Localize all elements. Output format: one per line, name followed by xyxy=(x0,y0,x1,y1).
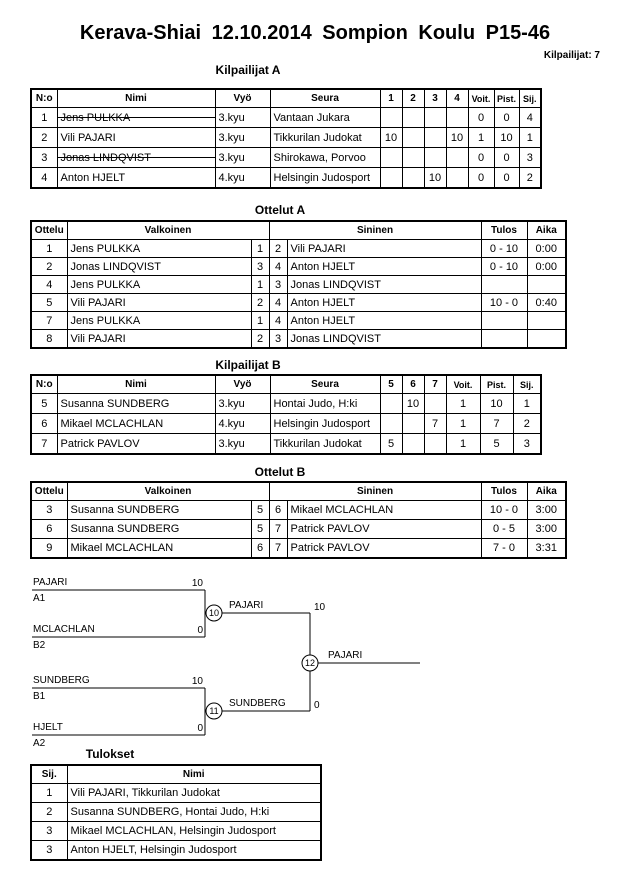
cell-match-no: 2 xyxy=(31,258,67,276)
cell-white-no: 5 xyxy=(251,520,269,539)
cell-belt: 3.kyu xyxy=(215,394,270,414)
cell-time: 3:31 xyxy=(527,539,566,559)
table-row xyxy=(31,240,566,258)
cell-white-name: Susanna SUNDBERG xyxy=(67,501,251,520)
table-header-row xyxy=(31,482,566,501)
cell-match-no: 3 xyxy=(31,501,67,520)
elimination-bracket xyxy=(25,568,445,758)
cell-place: 1 xyxy=(519,128,541,148)
cell-round-7 xyxy=(424,434,446,455)
col-header-place: Sij. xyxy=(31,765,67,784)
cell-round-2 xyxy=(402,108,424,128)
cell-round-1 xyxy=(380,148,402,168)
cell-place: 4 xyxy=(519,108,541,128)
table-row xyxy=(31,501,566,520)
cell-points: 7 xyxy=(480,414,513,434)
cell-blue-no: 4 xyxy=(269,294,287,312)
cell-round-2 xyxy=(402,148,424,168)
cell-wins: 0 xyxy=(468,168,494,189)
col-header-white: Valkoinen xyxy=(67,482,269,501)
cell-place: 3 xyxy=(513,434,541,455)
page-title: Kerava-Shiai 12.10.2014 Sompion Koulu P15-46 xyxy=(79,22,551,44)
cell-round-2 xyxy=(402,128,424,148)
cell-name: Anton HJELT xyxy=(57,168,215,189)
col-header-match: Ottelu xyxy=(31,221,67,240)
bracket-seed: B1 xyxy=(33,691,46,702)
cell-place: 1 xyxy=(513,394,541,414)
cell-blue-name: Jonas LINDQVIST xyxy=(287,276,481,294)
cell-round-1: 10 xyxy=(380,128,402,148)
col-header-round-2: 2 xyxy=(402,89,424,108)
cell-place: 3 xyxy=(519,148,541,168)
table-row xyxy=(31,841,321,861)
cell-time xyxy=(527,330,566,349)
section-heading-tulokset: Tulokset xyxy=(85,747,135,761)
cell-round-7: 7 xyxy=(424,414,446,434)
cell-round-1 xyxy=(380,108,402,128)
table-header-row xyxy=(31,375,541,394)
col-header-result: Tulos xyxy=(481,221,527,240)
col-header-result: Tulos xyxy=(481,482,527,501)
col-header-place: Sij. xyxy=(513,375,541,394)
section-heading-kilpailijat-b: Kilpailijat B xyxy=(215,358,281,372)
cell-round-4 xyxy=(446,148,468,168)
cell-round-7 xyxy=(424,394,446,414)
cell-place: 3 xyxy=(31,841,67,861)
cell-white-name: Susanna SUNDBERG xyxy=(67,520,251,539)
table-ottelut-b xyxy=(30,481,567,559)
bracket-score: 0 xyxy=(197,723,203,734)
table-row xyxy=(31,803,321,822)
cell-match-no: 4 xyxy=(31,276,67,294)
cell-result xyxy=(481,312,527,330)
cell-blue-name: Jonas LINDQVIST xyxy=(287,330,481,349)
cell-place: 2 xyxy=(519,168,541,189)
cell-name: Patrick PAVLOV xyxy=(57,434,215,455)
cell-name: Vili PAJARI xyxy=(57,128,215,148)
cell-round-2 xyxy=(402,168,424,189)
cell-club: Vantaan Jukara xyxy=(270,108,380,128)
cell-result xyxy=(481,276,527,294)
cell-result: 10 - 0 xyxy=(481,501,527,520)
col-header-white: Valkoinen xyxy=(67,221,269,240)
cell-points: 5 xyxy=(480,434,513,455)
bracket-seed: B2 xyxy=(33,640,46,651)
cell-round-4: 10 xyxy=(446,128,468,148)
bracket-winner-name: SUNDBERG xyxy=(229,698,286,709)
col-header-name: Nimi xyxy=(57,375,215,394)
cell-white-name: Vili PAJARI xyxy=(67,330,251,349)
cell-name: Susanna SUNDBERG, Hontai Judo, H:ki xyxy=(67,803,321,822)
cell-round-4 xyxy=(446,108,468,128)
col-header-points: Pist. xyxy=(480,375,513,394)
cell-result: 0 - 5 xyxy=(481,520,527,539)
table-row xyxy=(31,539,566,559)
match-number: 11 xyxy=(209,706,219,716)
cell-wins: 0 xyxy=(468,148,494,168)
col-header-time: Aika xyxy=(527,221,566,240)
cell-white-name: Mikael MCLACHLAN xyxy=(67,539,251,559)
cell-belt: 3.kyu xyxy=(215,108,270,128)
cell-points: 0 xyxy=(494,148,519,168)
cell-no: 6 xyxy=(31,414,57,434)
cell-no: 7 xyxy=(31,434,57,455)
cell-round-6: 10 xyxy=(402,394,424,414)
bracket-winner-name: PAJARI xyxy=(229,600,264,611)
table-row xyxy=(31,108,541,128)
match-number: 10 xyxy=(208,608,220,618)
cell-round-5: 5 xyxy=(380,434,402,455)
cell-club: Helsingin Judosport xyxy=(270,414,380,434)
cell-club: Shirokawa, Porvoo xyxy=(270,148,380,168)
cell-time: 0:40 xyxy=(527,294,566,312)
col-header-time: Aika xyxy=(527,482,566,501)
cell-club: Tikkurilan Judokat xyxy=(270,434,380,455)
cell-belt: 3.kyu xyxy=(215,434,270,455)
bracket-player-name: HJELT xyxy=(33,722,63,733)
col-header-name: Nimi xyxy=(67,765,321,784)
table-row xyxy=(31,784,321,803)
cell-wins: 1 xyxy=(446,394,480,414)
cell-white-name: Jens PULKKA xyxy=(67,240,251,258)
cell-time: 3:00 xyxy=(527,520,566,539)
bracket-seed: A2 xyxy=(33,738,46,749)
table-row xyxy=(31,394,541,414)
col-header-belt: Vyö xyxy=(215,89,270,108)
cell-blue-no: 3 xyxy=(269,330,287,349)
cell-blue-no: 7 xyxy=(269,539,287,559)
col-header-round-7: 7 xyxy=(424,375,446,394)
cell-round-1 xyxy=(380,168,402,189)
table-header-row xyxy=(31,765,321,784)
bracket-player-name: SUNDBERG xyxy=(33,675,90,686)
cell-blue-no: 6 xyxy=(269,501,287,520)
cell-club: Hontai Judo, H:ki xyxy=(270,394,380,414)
cell-blue-name: Mikael MCLACHLAN xyxy=(287,501,481,520)
cell-club: Helsingin Judosport xyxy=(270,168,380,189)
cell-belt: 3.kyu xyxy=(215,128,270,148)
cell-white-no: 1 xyxy=(251,276,269,294)
table-row xyxy=(31,148,541,168)
cell-points: 0 xyxy=(494,108,519,128)
cell-time: 0:00 xyxy=(527,258,566,276)
col-header-match: Ottelu xyxy=(31,482,67,501)
table-kilpailijat-b xyxy=(30,374,542,455)
col-header-points: Pist. xyxy=(494,89,519,108)
cell-no: 2 xyxy=(31,128,57,148)
cell-name: Jens PULKKA xyxy=(57,108,215,128)
cell-place: 3 xyxy=(31,822,67,841)
cell-name: Vili PAJARI, Tikkurilan Judokat xyxy=(67,784,321,803)
cell-belt: 3.kyu xyxy=(215,148,270,168)
bracket-score: 0 xyxy=(314,700,320,711)
cell-white-no: 1 xyxy=(251,240,269,258)
cell-round-3 xyxy=(424,148,446,168)
cell-points: 0 xyxy=(494,168,519,189)
col-header-no: N:o xyxy=(31,375,57,394)
cell-blue-name: Patrick PAVLOV xyxy=(287,539,481,559)
cell-white-name: Jonas LINDQVIST xyxy=(67,258,251,276)
table-row xyxy=(31,520,566,539)
cell-blue-name: Anton HJELT xyxy=(287,294,481,312)
col-header-belt: Vyö xyxy=(215,375,270,394)
table-row xyxy=(31,434,541,455)
cell-blue-no: 3 xyxy=(269,276,287,294)
bracket-score: 10 xyxy=(191,578,203,589)
col-header-round-4: 4 xyxy=(446,89,468,108)
match-number: 12 xyxy=(304,658,316,668)
cell-white-name: Jens PULKKA xyxy=(67,312,251,330)
col-header-blue: Sininen xyxy=(269,482,481,501)
cell-blue-name: Patrick PAVLOV xyxy=(287,520,481,539)
col-header-round-1: 1 xyxy=(380,89,402,108)
table-kilpailijat-a xyxy=(30,88,542,189)
col-header-name: Nimi xyxy=(57,89,215,108)
col-header-no: N:o xyxy=(31,89,57,108)
cell-match-no: 7 xyxy=(31,312,67,330)
cell-wins: 1 xyxy=(446,434,480,455)
table-header-row xyxy=(31,89,541,108)
cell-no: 1 xyxy=(31,108,57,128)
cell-result: 10 - 0 xyxy=(481,294,527,312)
col-header-round-5: 5 xyxy=(380,375,402,394)
cell-white-no: 6 xyxy=(251,539,269,559)
col-header-round-3: 3 xyxy=(424,89,446,108)
cell-no: 5 xyxy=(31,394,57,414)
cell-time: 0:00 xyxy=(527,240,566,258)
table-tulokset xyxy=(30,764,322,861)
cell-belt: 4.kyu xyxy=(215,168,270,189)
table-row xyxy=(31,822,321,841)
table-row xyxy=(31,276,566,294)
bracket-seed: A1 xyxy=(33,593,46,604)
cell-round-3 xyxy=(424,128,446,148)
table-header-row xyxy=(31,221,566,240)
col-header-wins: Voit. xyxy=(468,89,494,108)
cell-white-no: 2 xyxy=(251,294,269,312)
cell-name: Jonas LINDQVIST xyxy=(57,148,215,168)
table-row xyxy=(31,312,566,330)
cell-white-no: 5 xyxy=(251,501,269,520)
cell-blue-name: Anton HJELT xyxy=(287,258,481,276)
cell-club: Tikkurilan Judokat xyxy=(270,128,380,148)
col-header-round-6: 6 xyxy=(402,375,424,394)
cell-time xyxy=(527,312,566,330)
cell-blue-name: Anton HJELT xyxy=(287,312,481,330)
cell-points: 10 xyxy=(480,394,513,414)
cell-name: Susanna SUNDBERG xyxy=(57,394,215,414)
cell-place: 2 xyxy=(31,803,67,822)
bracket-player-name: MCLACHLAN xyxy=(33,624,95,635)
cell-white-no: 3 xyxy=(251,258,269,276)
table-row xyxy=(31,330,566,349)
cell-round-5 xyxy=(380,394,402,414)
cell-match-no: 5 xyxy=(31,294,67,312)
cell-time xyxy=(527,276,566,294)
cell-result: 0 - 10 xyxy=(481,258,527,276)
col-header-place: Sij. xyxy=(519,89,541,108)
cell-white-no: 2 xyxy=(251,330,269,349)
cell-blue-no: 4 xyxy=(269,258,287,276)
table-row xyxy=(31,294,566,312)
col-header-wins: Voit. xyxy=(446,375,480,394)
cell-blue-no: 7 xyxy=(269,520,287,539)
table-ottelut-a xyxy=(30,220,567,349)
cell-round-6 xyxy=(402,414,424,434)
cell-white-name: Jens PULKKA xyxy=(67,276,251,294)
cell-result xyxy=(481,330,527,349)
bracket-score: 10 xyxy=(191,676,203,687)
section-heading-ottelut-a: Ottelut A xyxy=(254,203,306,217)
cell-belt: 4.kyu xyxy=(215,414,270,434)
cell-name: Anton HJELT, Helsingin Judosport xyxy=(67,841,321,861)
section-heading-kilpailijat-a: Kilpailijat A xyxy=(215,63,281,77)
table-row xyxy=(31,258,566,276)
cell-wins: 1 xyxy=(468,128,494,148)
bracket-player-name: PAJARI xyxy=(33,577,68,588)
cell-match-no: 9 xyxy=(31,539,67,559)
cell-round-6 xyxy=(402,434,424,455)
cell-result: 7 - 0 xyxy=(481,539,527,559)
col-header-club: Seura xyxy=(270,375,380,394)
cell-round-4 xyxy=(446,168,468,189)
cell-time: 3:00 xyxy=(527,501,566,520)
cell-match-no: 1 xyxy=(31,240,67,258)
cell-place: 2 xyxy=(513,414,541,434)
cell-no: 4 xyxy=(31,168,57,189)
table-row xyxy=(31,128,541,148)
cell-name: Mikael MCLACHLAN xyxy=(57,414,215,434)
competitors-count: Kilpailijat: 7 xyxy=(543,50,600,61)
col-header-blue: Sininen xyxy=(269,221,481,240)
bracket-score: 0 xyxy=(197,625,203,636)
table-row xyxy=(31,414,541,434)
cell-points: 10 xyxy=(494,128,519,148)
cell-no: 3 xyxy=(31,148,57,168)
cell-result: 0 - 10 xyxy=(481,240,527,258)
cell-blue-name: Vili PAJARI xyxy=(287,240,481,258)
cell-match-no: 8 xyxy=(31,330,67,349)
bracket-score: 10 xyxy=(314,602,326,613)
cell-white-no: 1 xyxy=(251,312,269,330)
table-row xyxy=(31,168,541,189)
cell-round-5 xyxy=(380,414,402,434)
cell-round-3: 10 xyxy=(424,168,446,189)
col-header-club: Seura xyxy=(270,89,380,108)
cell-place: 1 xyxy=(31,784,67,803)
cell-blue-no: 4 xyxy=(269,312,287,330)
cell-name: Mikael MCLACHLAN, Helsingin Judosport xyxy=(67,822,321,841)
cell-wins: 1 xyxy=(446,414,480,434)
cell-round-3 xyxy=(424,108,446,128)
bracket-winner-name: PAJARI xyxy=(328,650,363,661)
cell-match-no: 6 xyxy=(31,520,67,539)
section-heading-ottelut-b: Ottelut B xyxy=(254,465,306,479)
cell-wins: 0 xyxy=(468,108,494,128)
cell-white-name: Vili PAJARI xyxy=(67,294,251,312)
cell-blue-no: 2 xyxy=(269,240,287,258)
